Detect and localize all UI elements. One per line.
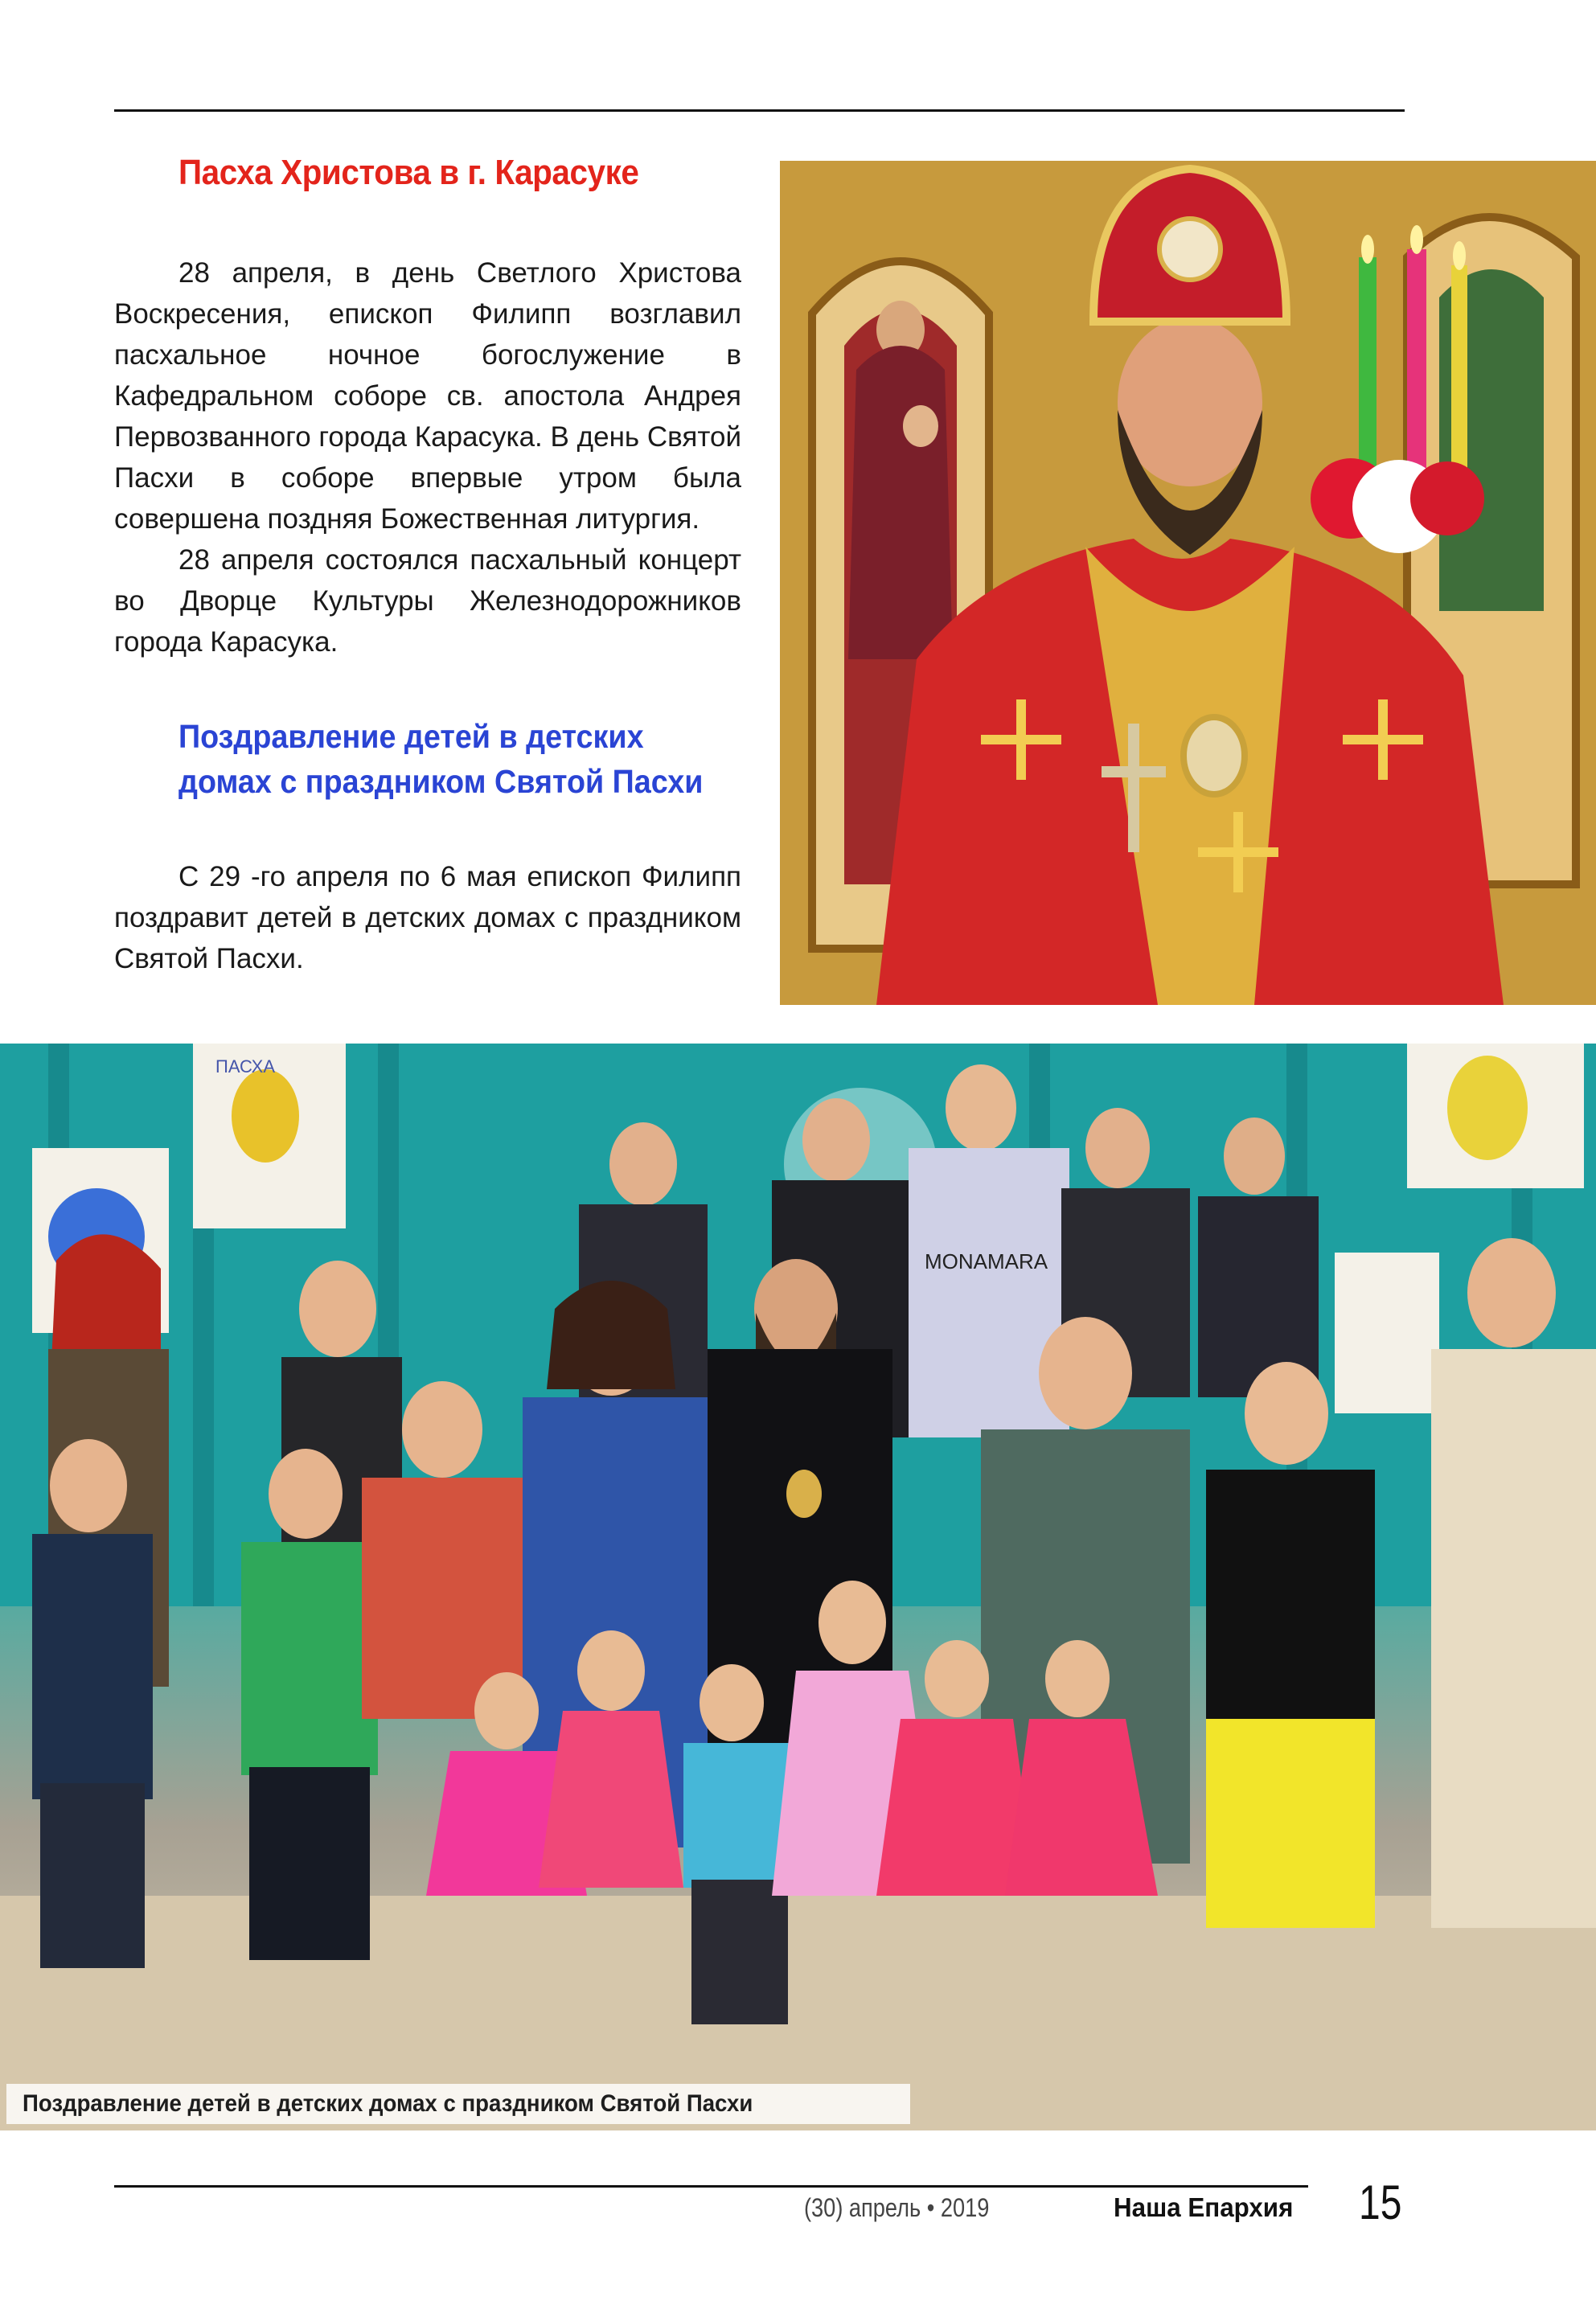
tshirt-lettering: MONAMARA	[925, 1249, 1048, 1273]
group-photo	[0, 1044, 1596, 2130]
bishop-photo-illustration	[780, 161, 1596, 1005]
group-photo-illustration	[0, 1044, 1596, 2130]
footer-issue: (30) апрель • 2019	[804, 2193, 990, 2222]
article-1-body	[114, 252, 741, 662]
photo-caption	[6, 2084, 910, 2124]
article-2-title: Поздравление детей в детских домах с праздником Святой Пасхи	[178, 718, 704, 800]
article-1-paragraph: 28 апреля, в день Светлого Христова Воскресения, епископ Филипп возглавил пасхальное ночное богослужение в Кафедральном соборе св. апостола Андрея Первозванного города Карасука. В день Святой Пасхи в соборе впервые утром была совершена поздняя Божественная литургия.	[114, 257, 741, 535]
drawing-lettering: ПАСХА	[215, 1056, 276, 1076]
page-number: 15	[1359, 2176, 1402, 2229]
article-1-paragraph: 28 апреля состоялся пасхальный концерт во Дворце Культуры Железнодорожников города Карасука.	[114, 544, 741, 658]
footer-journal-title: Наша Епархия	[1114, 2192, 1294, 2222]
bishop-photo	[780, 161, 1596, 1005]
header-rule	[114, 109, 1405, 112]
article-2-body	[114, 856, 741, 979]
photo-caption-text: Поздравление детей в детских домах с праздником Святой Пасхи	[23, 2090, 753, 2117]
article-2-paragraph: С 29 -го апреля по 6 мая епископ Филипп поздравит детей в детских домах с праздником Святой Пасхи.	[114, 861, 741, 974]
article-1-title: Пасха Христова в г. Карасуке	[178, 153, 639, 192]
